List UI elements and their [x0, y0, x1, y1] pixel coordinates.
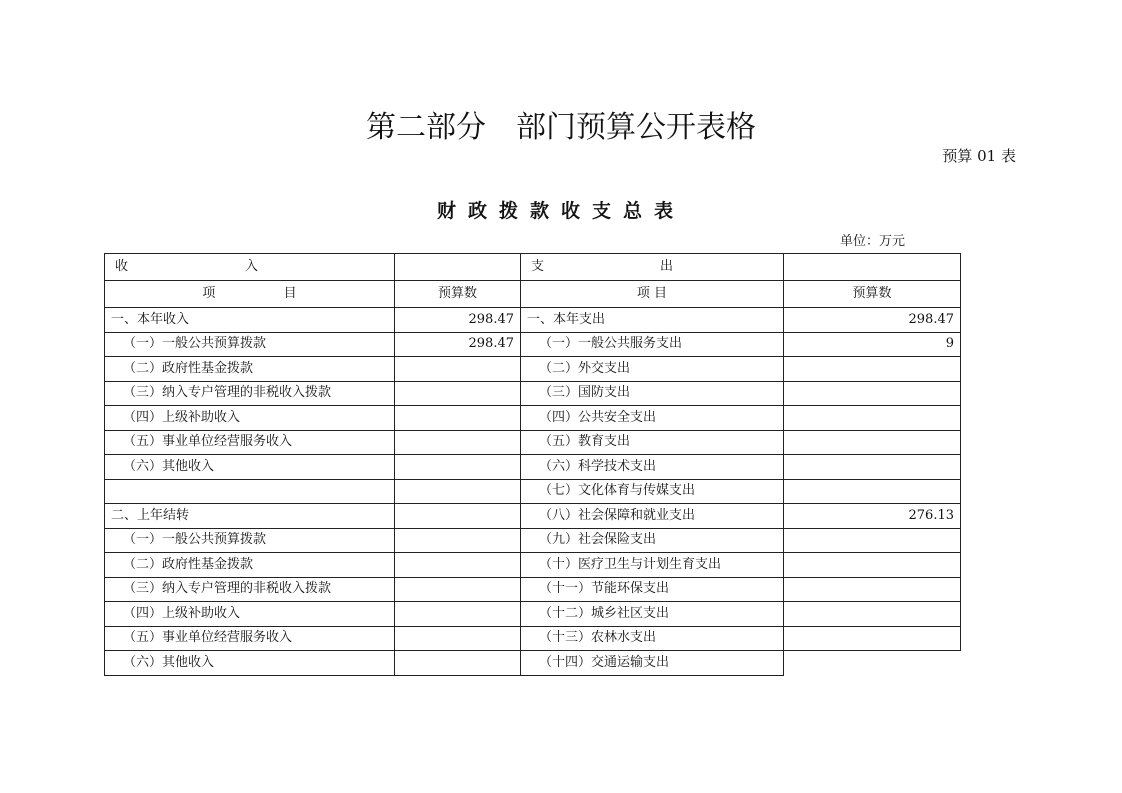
income-value-cell: 298.47: [395, 308, 521, 333]
income-section-blank: [395, 254, 521, 281]
expense-value-cell: [784, 577, 961, 602]
income-value-cell: [395, 430, 521, 455]
income-value-cell: [395, 528, 521, 553]
table-row: [105, 504, 961, 529]
income-value-cell: [395, 381, 521, 406]
expense-header-right: 出: [659, 259, 673, 274]
table-row: [105, 381, 961, 406]
expense-value-cell: [784, 651, 961, 676]
income-item-cell: 二、上年结转: [105, 504, 395, 529]
table-row: [105, 577, 961, 602]
expense-item-cell: （二）外交支出: [521, 357, 784, 382]
expense-item-cell: （九）社会保险支出: [521, 528, 784, 553]
expense-item-cell: （三）国防支出: [521, 381, 784, 406]
table-row: [105, 626, 961, 651]
expense-value-cell: [784, 626, 961, 651]
income-item-cell: （一）一般公共预算拨款: [105, 332, 395, 357]
income-item-cell: 一、本年收入: [105, 308, 395, 333]
income-item-cell: （五）事业单位经营服务收入: [105, 430, 395, 455]
table-title: 财政拨款收支总表: [436, 200, 685, 222]
income-item-cell: （四）上级补助收入: [105, 602, 395, 627]
income-item-cell: （一）一般公共预算拨款: [105, 528, 395, 553]
expense-item-cell: （一）一般公共服务支出: [521, 332, 784, 357]
expense-item-cell: （十三）农林水支出: [521, 626, 784, 651]
income-item-cell: （二）政府性基金拨款: [105, 553, 395, 578]
table-row: [105, 357, 961, 382]
income-item-cell: （二）政府性基金拨款: [105, 357, 395, 382]
income-value-cell: 298.47: [395, 332, 521, 357]
income-item-cell: （六）其他收入: [105, 651, 395, 676]
income-value-cell: [395, 504, 521, 529]
table-row: [105, 332, 961, 357]
income-budget-header: 预算数: [395, 281, 521, 308]
expense-section-header: [521, 254, 784, 281]
income-item-cell: （三）纳入专户管理的非税收入拨款: [105, 577, 395, 602]
expense-item-cell: （十）医疗卫生与计划生育支出: [521, 553, 784, 578]
table-row: [105, 553, 961, 578]
income-value-cell: [395, 357, 521, 382]
table-row: [105, 430, 961, 455]
income-item-cell: （四）上级补助收入: [105, 406, 395, 431]
income-item-cell: （三）纳入专户管理的非税收入拨款: [105, 381, 395, 406]
income-header-left: 收: [115, 259, 129, 274]
table-row: [105, 651, 961, 676]
expense-item-cell: （十四）交通运输支出: [521, 651, 784, 676]
header-row-columns: [105, 281, 961, 308]
expense-value-cell: [784, 381, 961, 406]
expense-value-cell: [784, 455, 961, 480]
table-row: [105, 602, 961, 627]
expense-budget-header: 预算数: [784, 281, 961, 308]
income-value-cell: [395, 577, 521, 602]
expense-header-left: 支: [531, 259, 545, 274]
table-row: [105, 406, 961, 431]
income-item-cell: [105, 479, 395, 504]
table-row: [105, 528, 961, 553]
income-value-cell: [395, 553, 521, 578]
income-value-cell: [395, 455, 521, 480]
expense-item-header: 项 目: [521, 281, 784, 308]
income-item-cell: （六）其他收入: [105, 455, 395, 480]
page-title: 第二部分 部门预算公开表格: [366, 110, 756, 145]
expense-item-cell: （四）公共安全支出: [521, 406, 784, 431]
expense-value-cell: [784, 479, 961, 504]
expense-item-cell: （七）文化体育与传媒支出: [521, 479, 784, 504]
expense-item-cell: （十二）城乡社区支出: [521, 602, 784, 627]
income-value-cell: [395, 651, 521, 676]
unit-label: 单位：万元: [840, 234, 906, 249]
expense-value-cell: 276.13: [784, 504, 961, 529]
income-item-cell: （五）事业单位经营服务收入: [105, 626, 395, 651]
expense-value-cell: [784, 406, 961, 431]
expense-item-cell: （十一）节能环保支出: [521, 577, 784, 602]
table-row: [105, 308, 961, 333]
expense-value-cell: 298.47: [784, 308, 961, 333]
item-header-right: 目: [283, 286, 297, 301]
expense-value-cell: [784, 357, 961, 382]
income-value-cell: [395, 626, 521, 651]
expense-item-cell: （八）社会保障和就业支出: [521, 504, 784, 529]
income-item-header: [105, 281, 395, 308]
expense-value-cell: [784, 528, 961, 553]
table-row: [105, 455, 961, 480]
income-section-header: [105, 254, 395, 281]
income-value-cell: [395, 479, 521, 504]
expense-value-cell: 9: [784, 332, 961, 357]
income-header-right: 入: [244, 259, 258, 274]
header-row-section: [105, 254, 961, 281]
expense-value-cell: [784, 430, 961, 455]
table-row: [105, 479, 961, 504]
form-code: 预算 01 表: [942, 147, 1016, 165]
expense-item-cell: （六）科学技术支出: [521, 455, 784, 480]
expense-section-blank: [784, 254, 961, 281]
income-value-cell: [395, 602, 521, 627]
expense-item-cell: 一、本年支出: [521, 308, 784, 333]
expense-value-cell: [784, 553, 961, 578]
income-value-cell: [395, 406, 521, 431]
expense-item-cell: （五）教育支出: [521, 430, 784, 455]
expense-value-cell: [784, 602, 961, 627]
budget-table: [104, 253, 961, 676]
item-header-left: 项: [202, 286, 216, 301]
